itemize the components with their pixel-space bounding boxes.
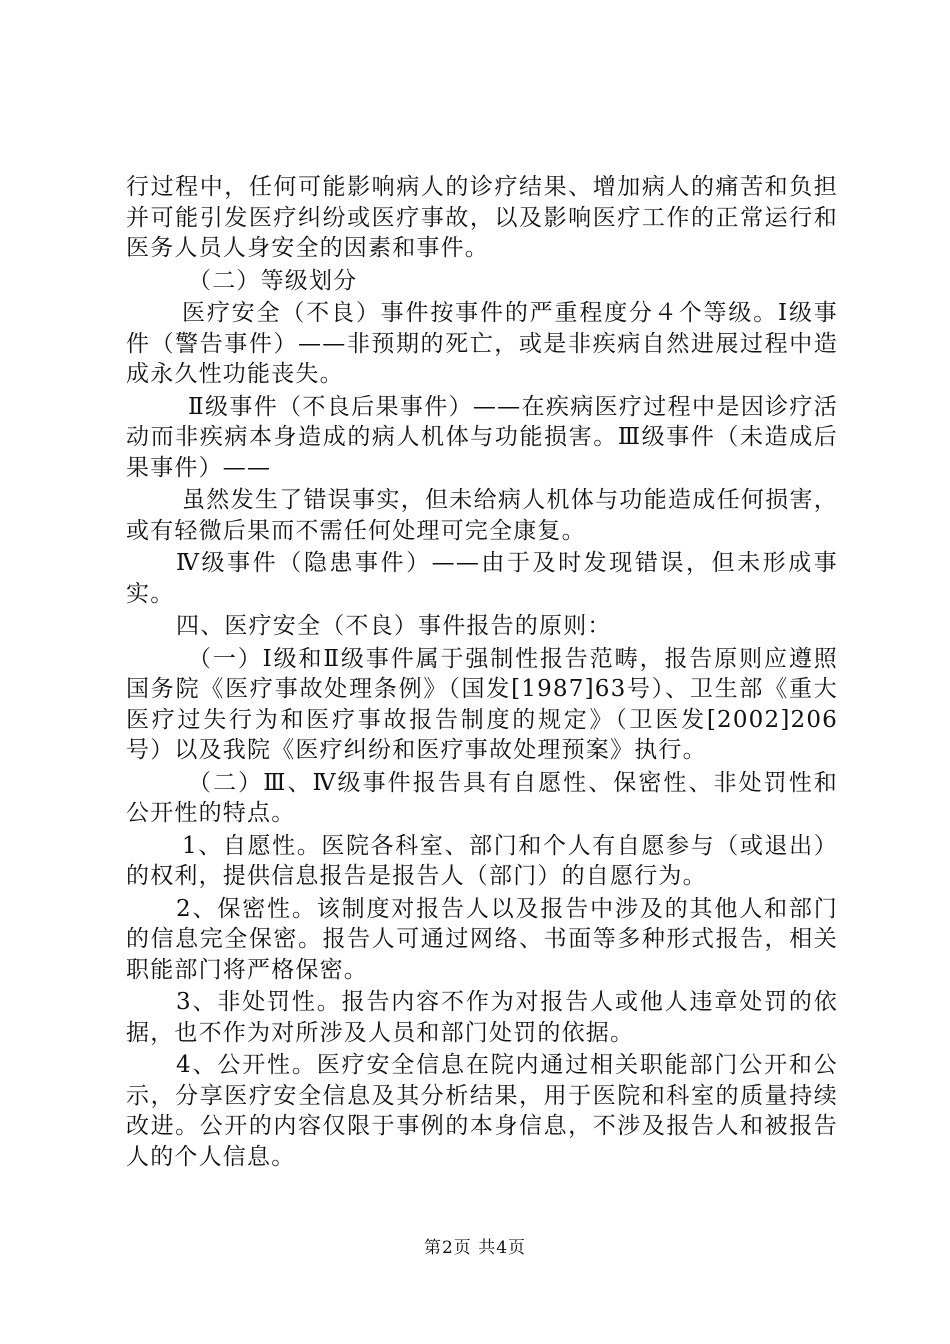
paragraph-mandatory-reporting: （一）Ⅰ级和Ⅱ级事件属于强制性报告范畴，报告原则应遵照国务院《医疗事故处理条例》（国发[1987]63号）、卫生部《重大医疗过失行为和医疗事故报告制度的规定》（卫医发[2002]206号）以及我院《医疗纠纷和医疗事故处理预案》执行。	[126, 645, 838, 763]
list-item-openness: 4、公开性。医疗安全信息在院内通过相关职能部门公开和公示，分享医疗安全信息及其分析结果，用于医院和科室的质量持续改进。公开的内容仅限于事例的本身信息，不涉及报告人和被报告人的个人信息。	[126, 1052, 838, 1170]
paragraph-voluntary-reporting: （二）Ⅲ、Ⅳ级事件报告具有自愿性、保密性、非处罚性和公开性的特点。	[126, 769, 838, 826]
page-footer: 第2页 共4页	[423, 1238, 527, 1258]
document-body	[126, 172, 838, 1172]
paragraph-level-3-detail: 虽然发生了错误事实，但未给病人机体与功能造成任何损害，或有轻微后果而不需任何处理可完全康复。	[126, 487, 838, 544]
section-heading-level-division: （二）等级划分	[188, 267, 358, 294]
paragraph-event-levels: 医疗安全（不良）事件按事件的严重程度分４个等级。Ⅰ级事件（警告事件）——非预期的死亡，或是非疾病自然进展过程中造成永久性功能丧失。	[126, 300, 838, 387]
paragraph-level-4: Ⅳ级事件（隐患事件）——由于及时发现错误，但未形成事实。	[126, 550, 838, 607]
list-item-voluntariness: 1、自愿性。医院各科室、部门和个人有自愿参与（或退出）的权利，提供信息报告是报告人（部门）的自愿行为。	[126, 832, 838, 889]
list-item-non-punitive: 3、非处罚性。报告内容不作为对报告人或他人违章处罚的依据，也不作为对所涉及人员和部门处罚的依据。	[126, 989, 838, 1046]
paragraph-continuation: 行过程中，任何可能影响病人的诊疗结果、增加病人的痛苦和负担并可能引发医疗纠纷或医疗事故，以及影响医疗工作的正常运行和医务人员人身安全的因素和事件。	[126, 174, 838, 261]
list-item-confidentiality: 2、保密性。该制度对报告人以及报告中涉及的其他人和部门的信息完全保密。报告人可通过网络、书面等多种形式报告，相关职能部门将严格保密。	[126, 895, 838, 983]
paragraph-level-2-3: Ⅱ级事件（不良后果事件）——在疾病医疗过程中是因诊疗活动而非疾病本身造成的病人机体与功能损害。Ⅲ级事件（未造成后果事件）——	[126, 393, 838, 481]
section-heading-reporting-principles: 四、医疗安全（不良）事件报告的原则：	[176, 613, 612, 639]
